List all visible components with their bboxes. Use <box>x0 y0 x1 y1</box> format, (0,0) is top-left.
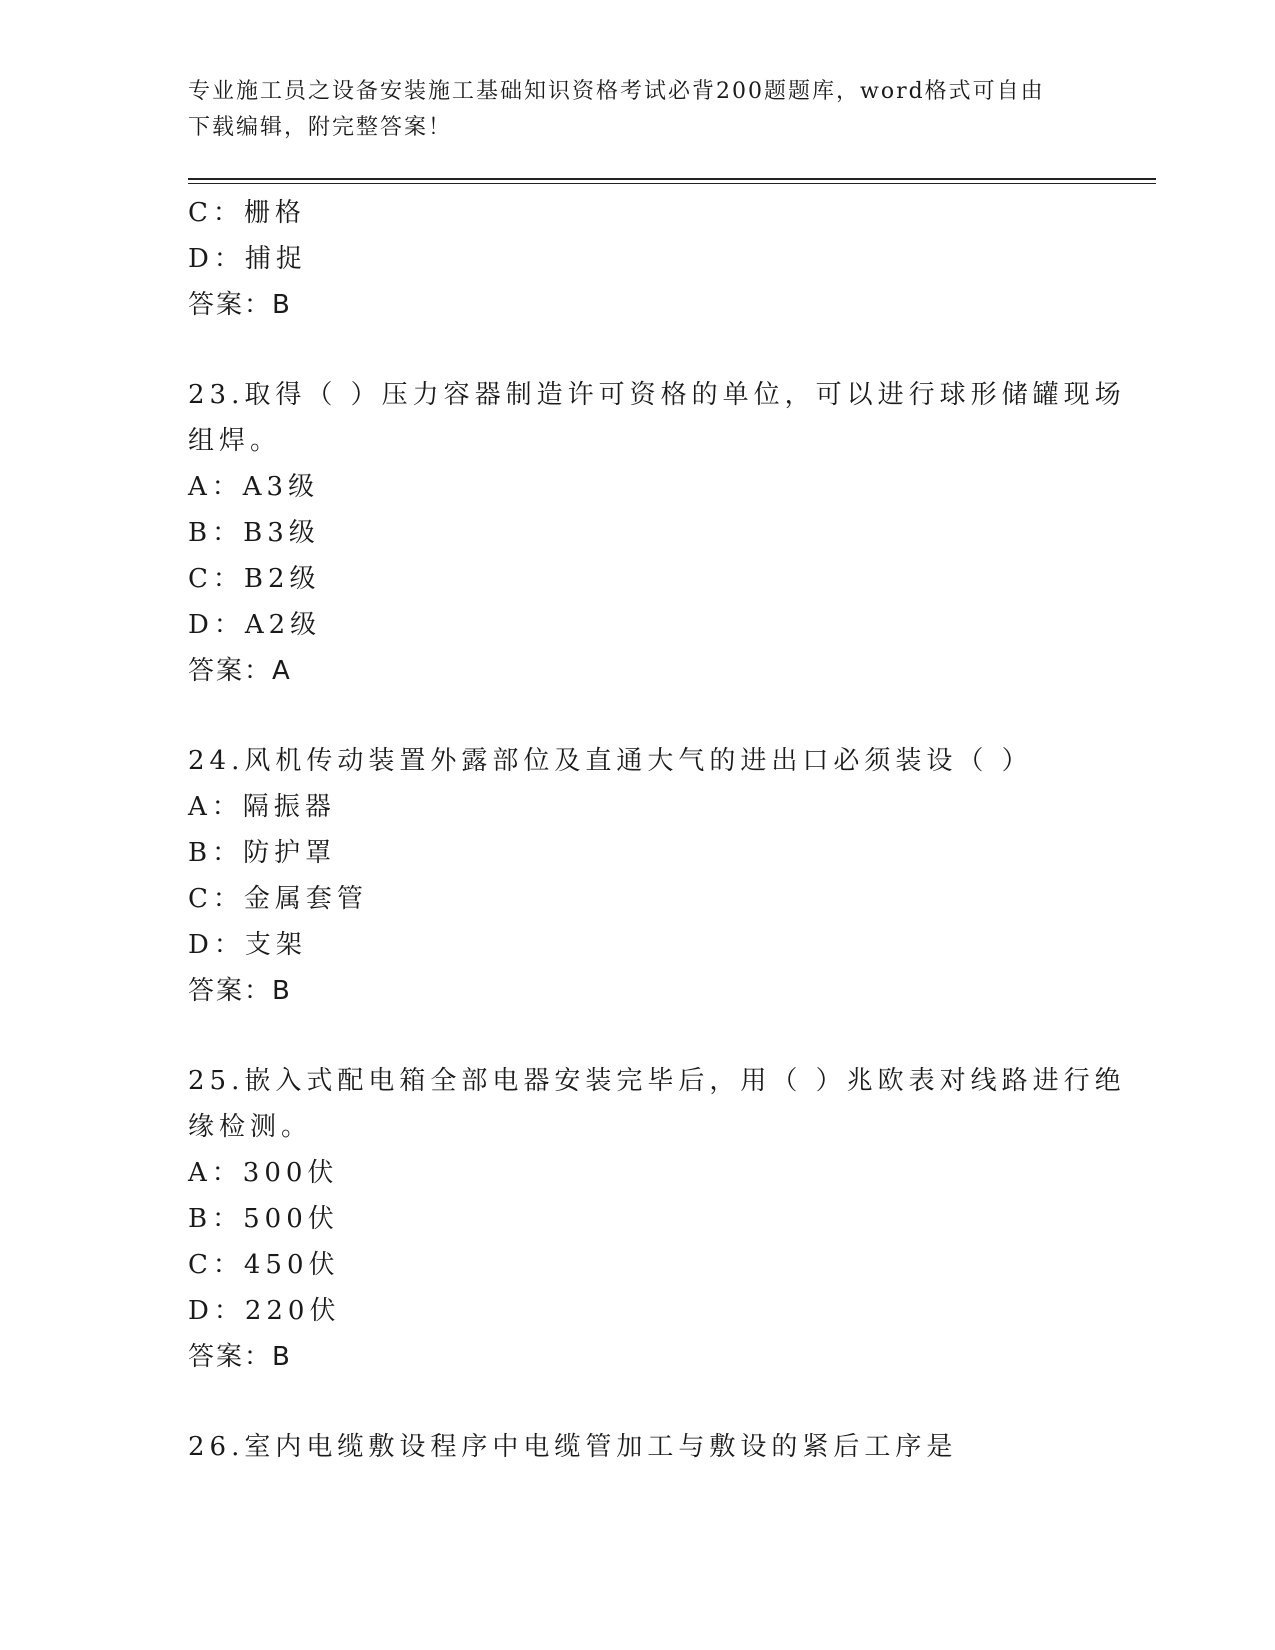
option-c: C：B2级 <box>188 564 321 594</box>
question-stem-line-1: 23.取得（ ）压力容器制造许可资格的单位，可以进行球形储罐现场 <box>188 380 1126 410</box>
option-a: A：隔振器 <box>188 792 336 822</box>
option-b: B：500伏 <box>188 1204 339 1234</box>
previous-question-tail <box>188 190 1088 328</box>
question-stem-line-1: 26.室内电缆敷设程序中电缆管加工与敷设的紧后工序是 <box>188 1432 958 1462</box>
document-header <box>188 74 1088 146</box>
question-stem-line-2: 组焊。 <box>188 426 282 456</box>
question-stem-line-1: 24.风机传动装置外露部位及直通大气的进出口必须装设（ ） <box>188 746 1033 776</box>
option-d: D：支架 <box>188 930 307 960</box>
question-23 <box>188 372 1126 694</box>
answer-line: 答案：A <box>188 656 292 686</box>
option-d: D：捕捉 <box>188 244 307 274</box>
answer-line: 答案：B <box>188 1342 292 1372</box>
question-stem-line-1: 25.嵌入式配电箱全部电器安装完毕后，用（ ）兆欧表对线路进行绝 <box>188 1066 1126 1096</box>
question-stem-line-2: 缘检测。 <box>188 1112 313 1142</box>
question-25 <box>188 1058 1126 1380</box>
option-c: C：450伏 <box>188 1250 340 1280</box>
question-content <box>188 190 1126 1470</box>
option-a: A：300伏 <box>188 1158 339 1188</box>
option-d: D：220伏 <box>188 1296 341 1326</box>
option-c: C：金属套管 <box>188 884 368 914</box>
header-title-line-1: 专业施工员之设备安装施工基础知识资格考试必背200题题库，word格式可自由 <box>188 79 1045 104</box>
question-24 <box>188 738 1088 1014</box>
option-b: B：防护罩 <box>188 838 337 868</box>
option-b: B：B3级 <box>188 518 320 548</box>
answer-line: 答案：B <box>188 976 292 1006</box>
option-d: D：A2级 <box>188 610 322 640</box>
option-c: C：栅格 <box>188 198 306 228</box>
option-a: A：A3级 <box>188 472 320 502</box>
answer-line: 答案：B <box>188 290 292 320</box>
header-title-line-2: 下载编辑，附完整答案！ <box>188 115 453 140</box>
question-26 <box>188 1424 1088 1470</box>
header-divider <box>188 178 1156 184</box>
